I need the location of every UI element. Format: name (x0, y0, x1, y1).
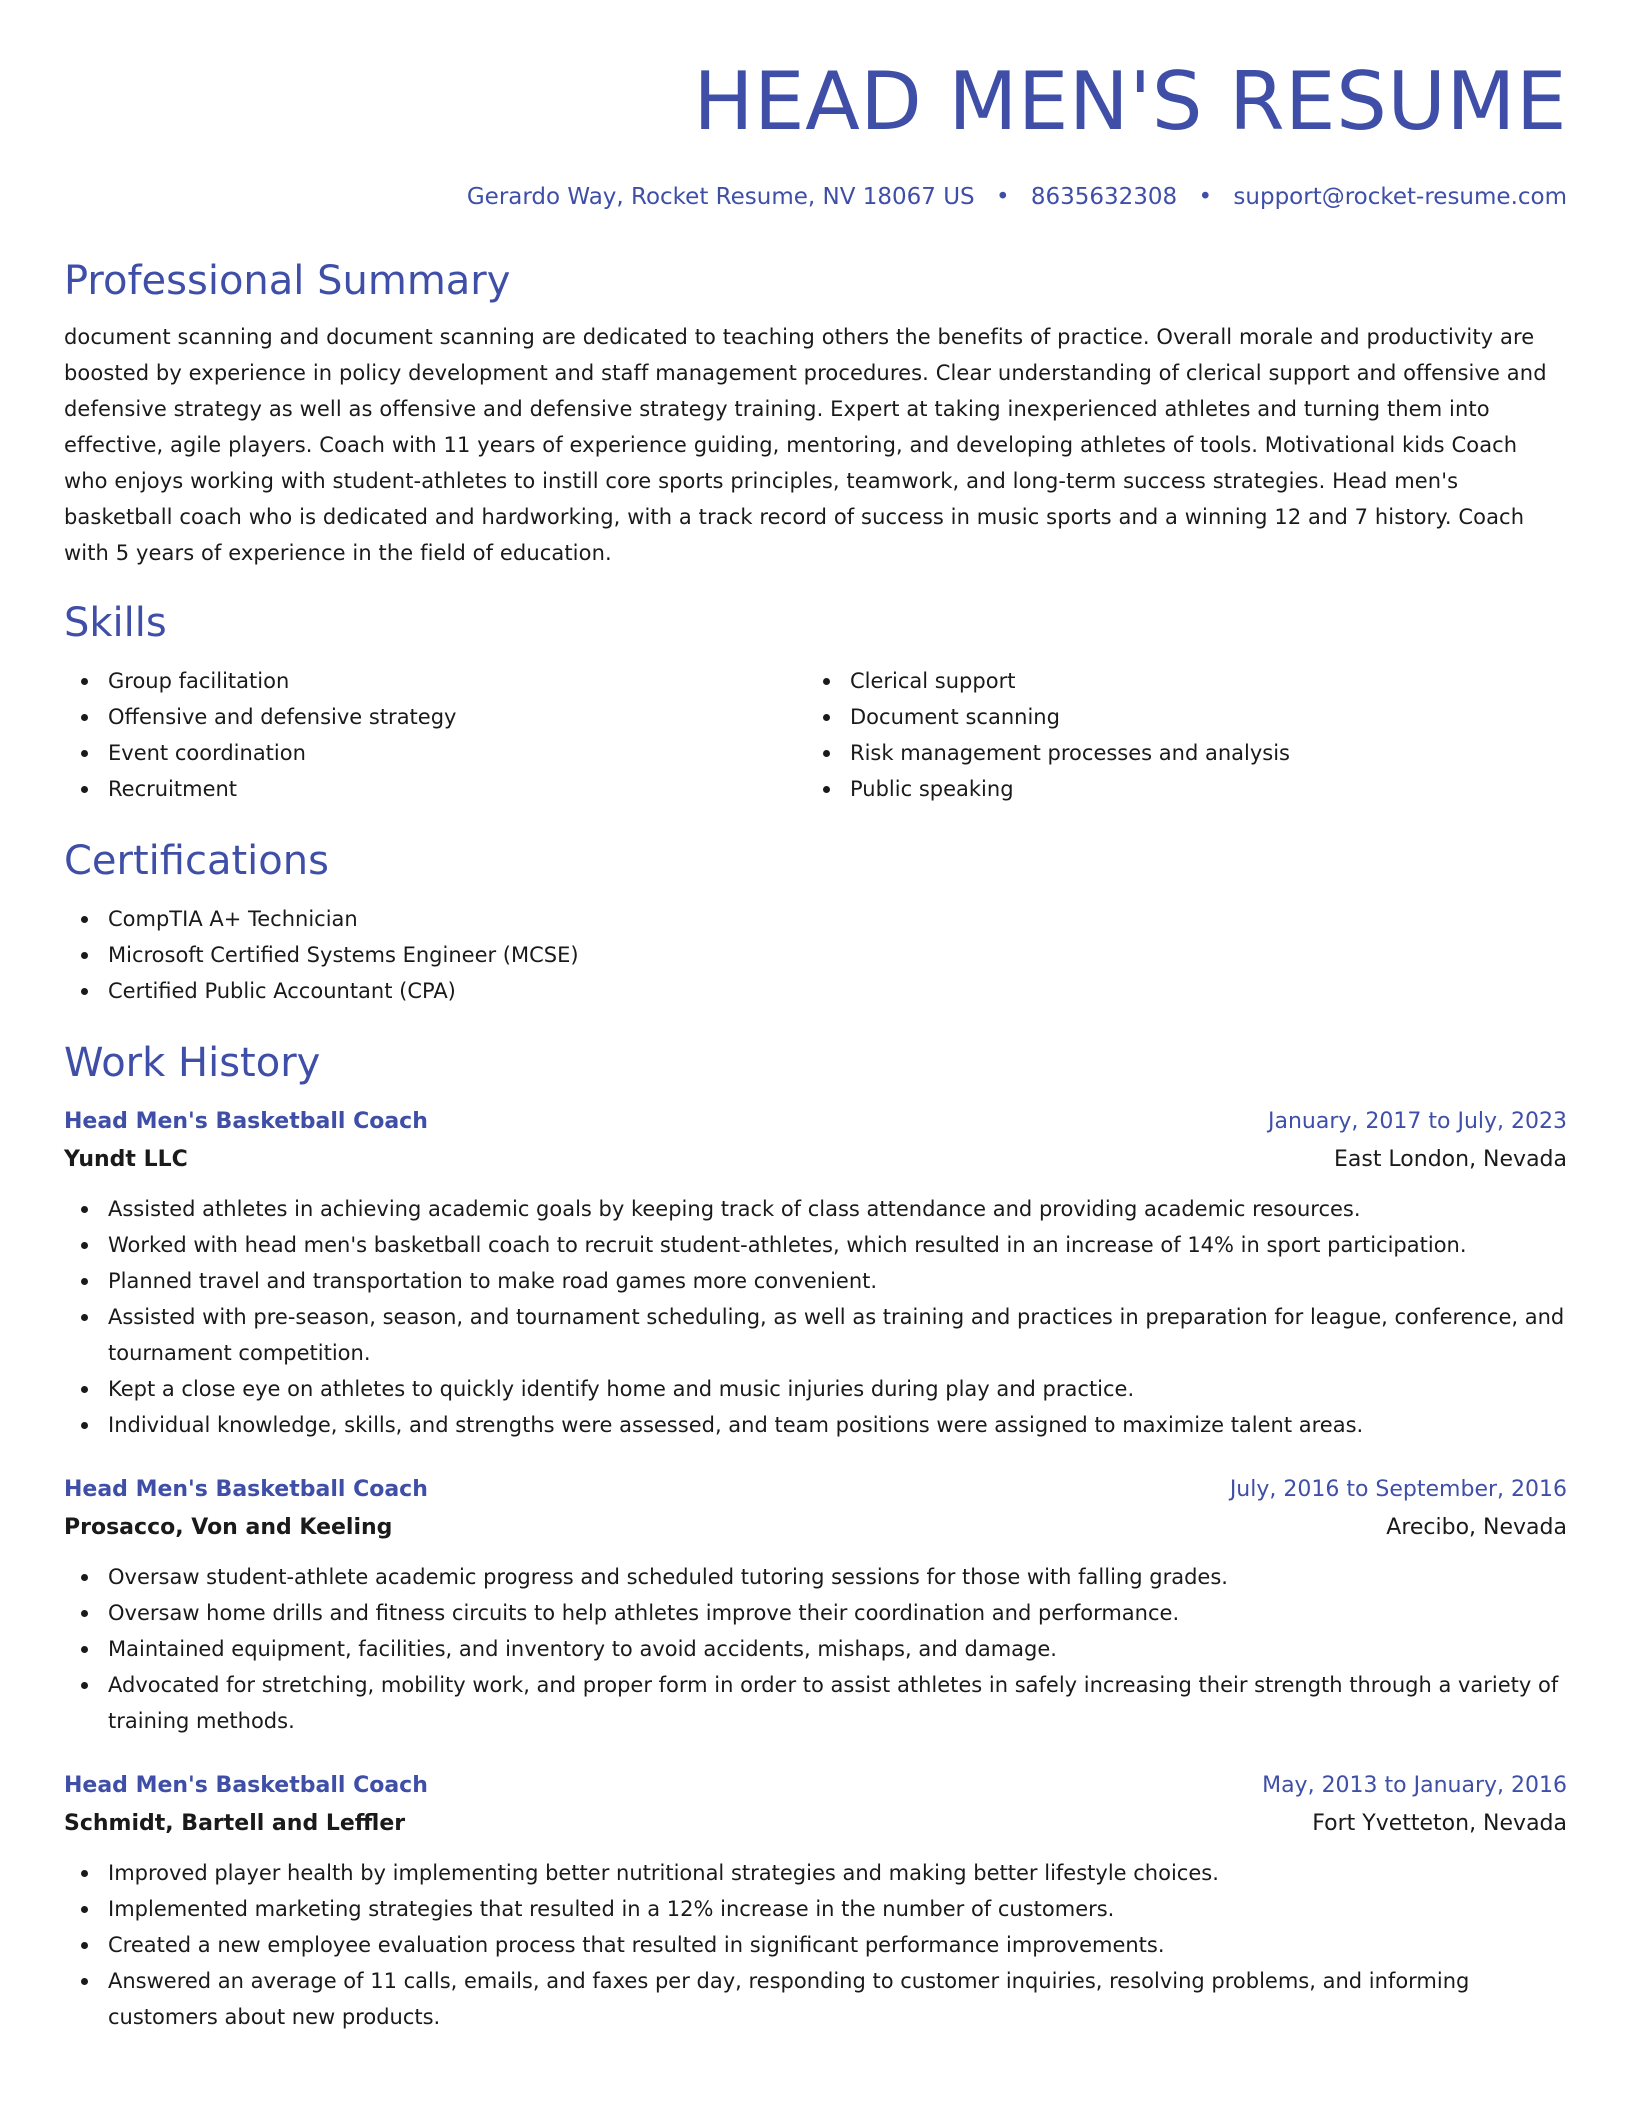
job-bullet-list (64, 1191, 1567, 1443)
summary-heading: Professional Summary (64, 258, 511, 304)
job-company-row (64, 1805, 1567, 1843)
job-bullet: Planned travel and transportation to make road games more convenient. (64, 1263, 1567, 1299)
job-bullet: Implemented marketing strategies that resulted in a 12% increase in the number of customers. (64, 1891, 1567, 1927)
certification-item: Certified Public Accountant (CPA) (64, 973, 1567, 1009)
contact-email: support@rocket-resume.com (1233, 184, 1567, 210)
job-bullet: Improved player health by implementing better nutritional strategies and making better lifestyle choices. (64, 1855, 1567, 1891)
job-bullet: Assisted with pre-season, season, and tournament scheduling, as well as training and practices in preparation for league, conference, and tournament competition. (64, 1299, 1567, 1371)
job-title: Head Men's Basketball Coach (64, 1109, 428, 1134)
job-company: Yundt LLC (64, 1147, 188, 1172)
job-bullet: Assisted athletes in achieving academic goals by keeping track of class attendance and providing academic resources. (64, 1191, 1567, 1227)
job-bullet-list (64, 1855, 1567, 2035)
contact-separator: • (1198, 184, 1213, 210)
job-company-row (64, 1141, 1567, 1179)
skill-item: Clerical support (806, 663, 1548, 699)
certifications-heading: Certifications (64, 838, 329, 884)
job-company: Prosacco, Von and Keeling (64, 1515, 393, 1540)
job-title: Head Men's Basketball Coach (64, 1477, 428, 1502)
job-bullet: Worked with head men's basketball coach to recruit student-athletes, which resulted in an increase of 14% in sport participation. (64, 1227, 1567, 1263)
job-company-row (64, 1509, 1567, 1547)
summary-text: document scanning and document scanning are dedicated to teaching others the benefits of practice. Overall morale and productivity are boosted by experience in policy development and staff management procedures. Clear understanding of clerical support and offensive and defensive strategy as well as offensive and defensive strategy training. Expert at taking inexperienced athletes and turning them into effective, agile players. Coach with 11 years of experience guiding, mentoring, and developing athletes of tools. Motivational kids Coach who enjoys working with student-athletes to instill core sports principles, teamwork, and long-term success strategies. Head men's basketball coach who is dedicated and hardworking, with a track record of success in music sports and a winning 12 and 7 history. Coach with 5 years of experience in the field of education. (64, 325, 1547, 565)
certification-item: CompTIA A+ Technician (64, 901, 1567, 937)
job-bullet: Created a new employee evaluation process that resulted in significant performance improvements. (64, 1927, 1567, 1963)
job-dates: January, 2017 to July, 2023 (1268, 1109, 1567, 1134)
job-location: East London, Nevada (1333, 1147, 1567, 1172)
job-bullet: Advocated for stretching, mobility work, and proper form in order to assist athletes in safely increasing their strength through a variety of training methods. (64, 1667, 1567, 1739)
job-bullet: Oversaw student-athlete academic progress and scheduled tutoring sessions for those with falling grades. (64, 1559, 1567, 1595)
certifications-list (64, 901, 1567, 1009)
skills-column-right (806, 663, 1548, 807)
certification-item: Microsoft Certified Systems Engineer (MCSE) (64, 937, 1567, 973)
resume-page (64, 52, 1567, 2035)
job-entry (64, 1103, 1567, 1443)
skill-item: Offensive and defensive strategy (64, 699, 806, 735)
job-dates: July, 2016 to September, 2016 (1229, 1477, 1567, 1502)
contact-phone: 8635632308 (1030, 184, 1178, 210)
contact-separator: • (995, 184, 1010, 210)
job-title-row (64, 1767, 1567, 1805)
skills-column-left (64, 663, 806, 807)
job-title-row (64, 1471, 1567, 1509)
job-bullet-list (64, 1559, 1567, 1739)
contact-line (64, 180, 1567, 214)
skills-grid (64, 663, 1567, 807)
job-bullet: Individual knowledge, skills, and strengths were assessed, and team positions were assigned to maximize talent areas. (64, 1407, 1567, 1443)
job-entry (64, 1767, 1567, 2035)
job-bullet: Kept a close eye on athletes to quickly identify home and music injuries during play and practice. (64, 1371, 1567, 1407)
skill-item: Event coordination (64, 735, 806, 771)
skills-heading: Skills (64, 600, 167, 646)
job-location: Arecibo, Nevada (1386, 1515, 1567, 1540)
work-history-heading: Work History (64, 1040, 321, 1086)
skill-item: Document scanning (806, 699, 1548, 735)
job-bullet: Answered an average of 11 calls, emails, and faxes per day, responding to customer inquiries, resolving problems, and informing customers about new products. (64, 1963, 1567, 2035)
resume-title: HEAD MEN'S RESUME (693, 55, 1567, 148)
contact-address: Gerardo Way, Rocket Resume, NV 18067 US (466, 184, 975, 210)
job-entry (64, 1471, 1567, 1739)
job-bullet: Oversaw home drills and fitness circuits to help athletes improve their coordination and performance. (64, 1595, 1567, 1631)
skill-item: Public speaking (806, 771, 1548, 807)
job-title: Head Men's Basketball Coach (64, 1773, 428, 1798)
job-dates: May, 2013 to January, 2016 (1262, 1773, 1567, 1798)
skills-list-right (806, 663, 1548, 807)
skill-item: Recruitment (64, 771, 806, 807)
job-company: Schmidt, Bartell and Leffler (64, 1811, 406, 1836)
job-title-row (64, 1103, 1567, 1141)
job-bullet: Maintained equipment, facilities, and inventory to avoid accidents, mishaps, and damage. (64, 1631, 1567, 1667)
job-location: Fort Yvetteton, Nevada (1312, 1811, 1567, 1836)
skills-list-left (64, 663, 806, 807)
skill-item: Group facilitation (64, 663, 806, 699)
skill-item: Risk management processes and analysis (806, 735, 1548, 771)
